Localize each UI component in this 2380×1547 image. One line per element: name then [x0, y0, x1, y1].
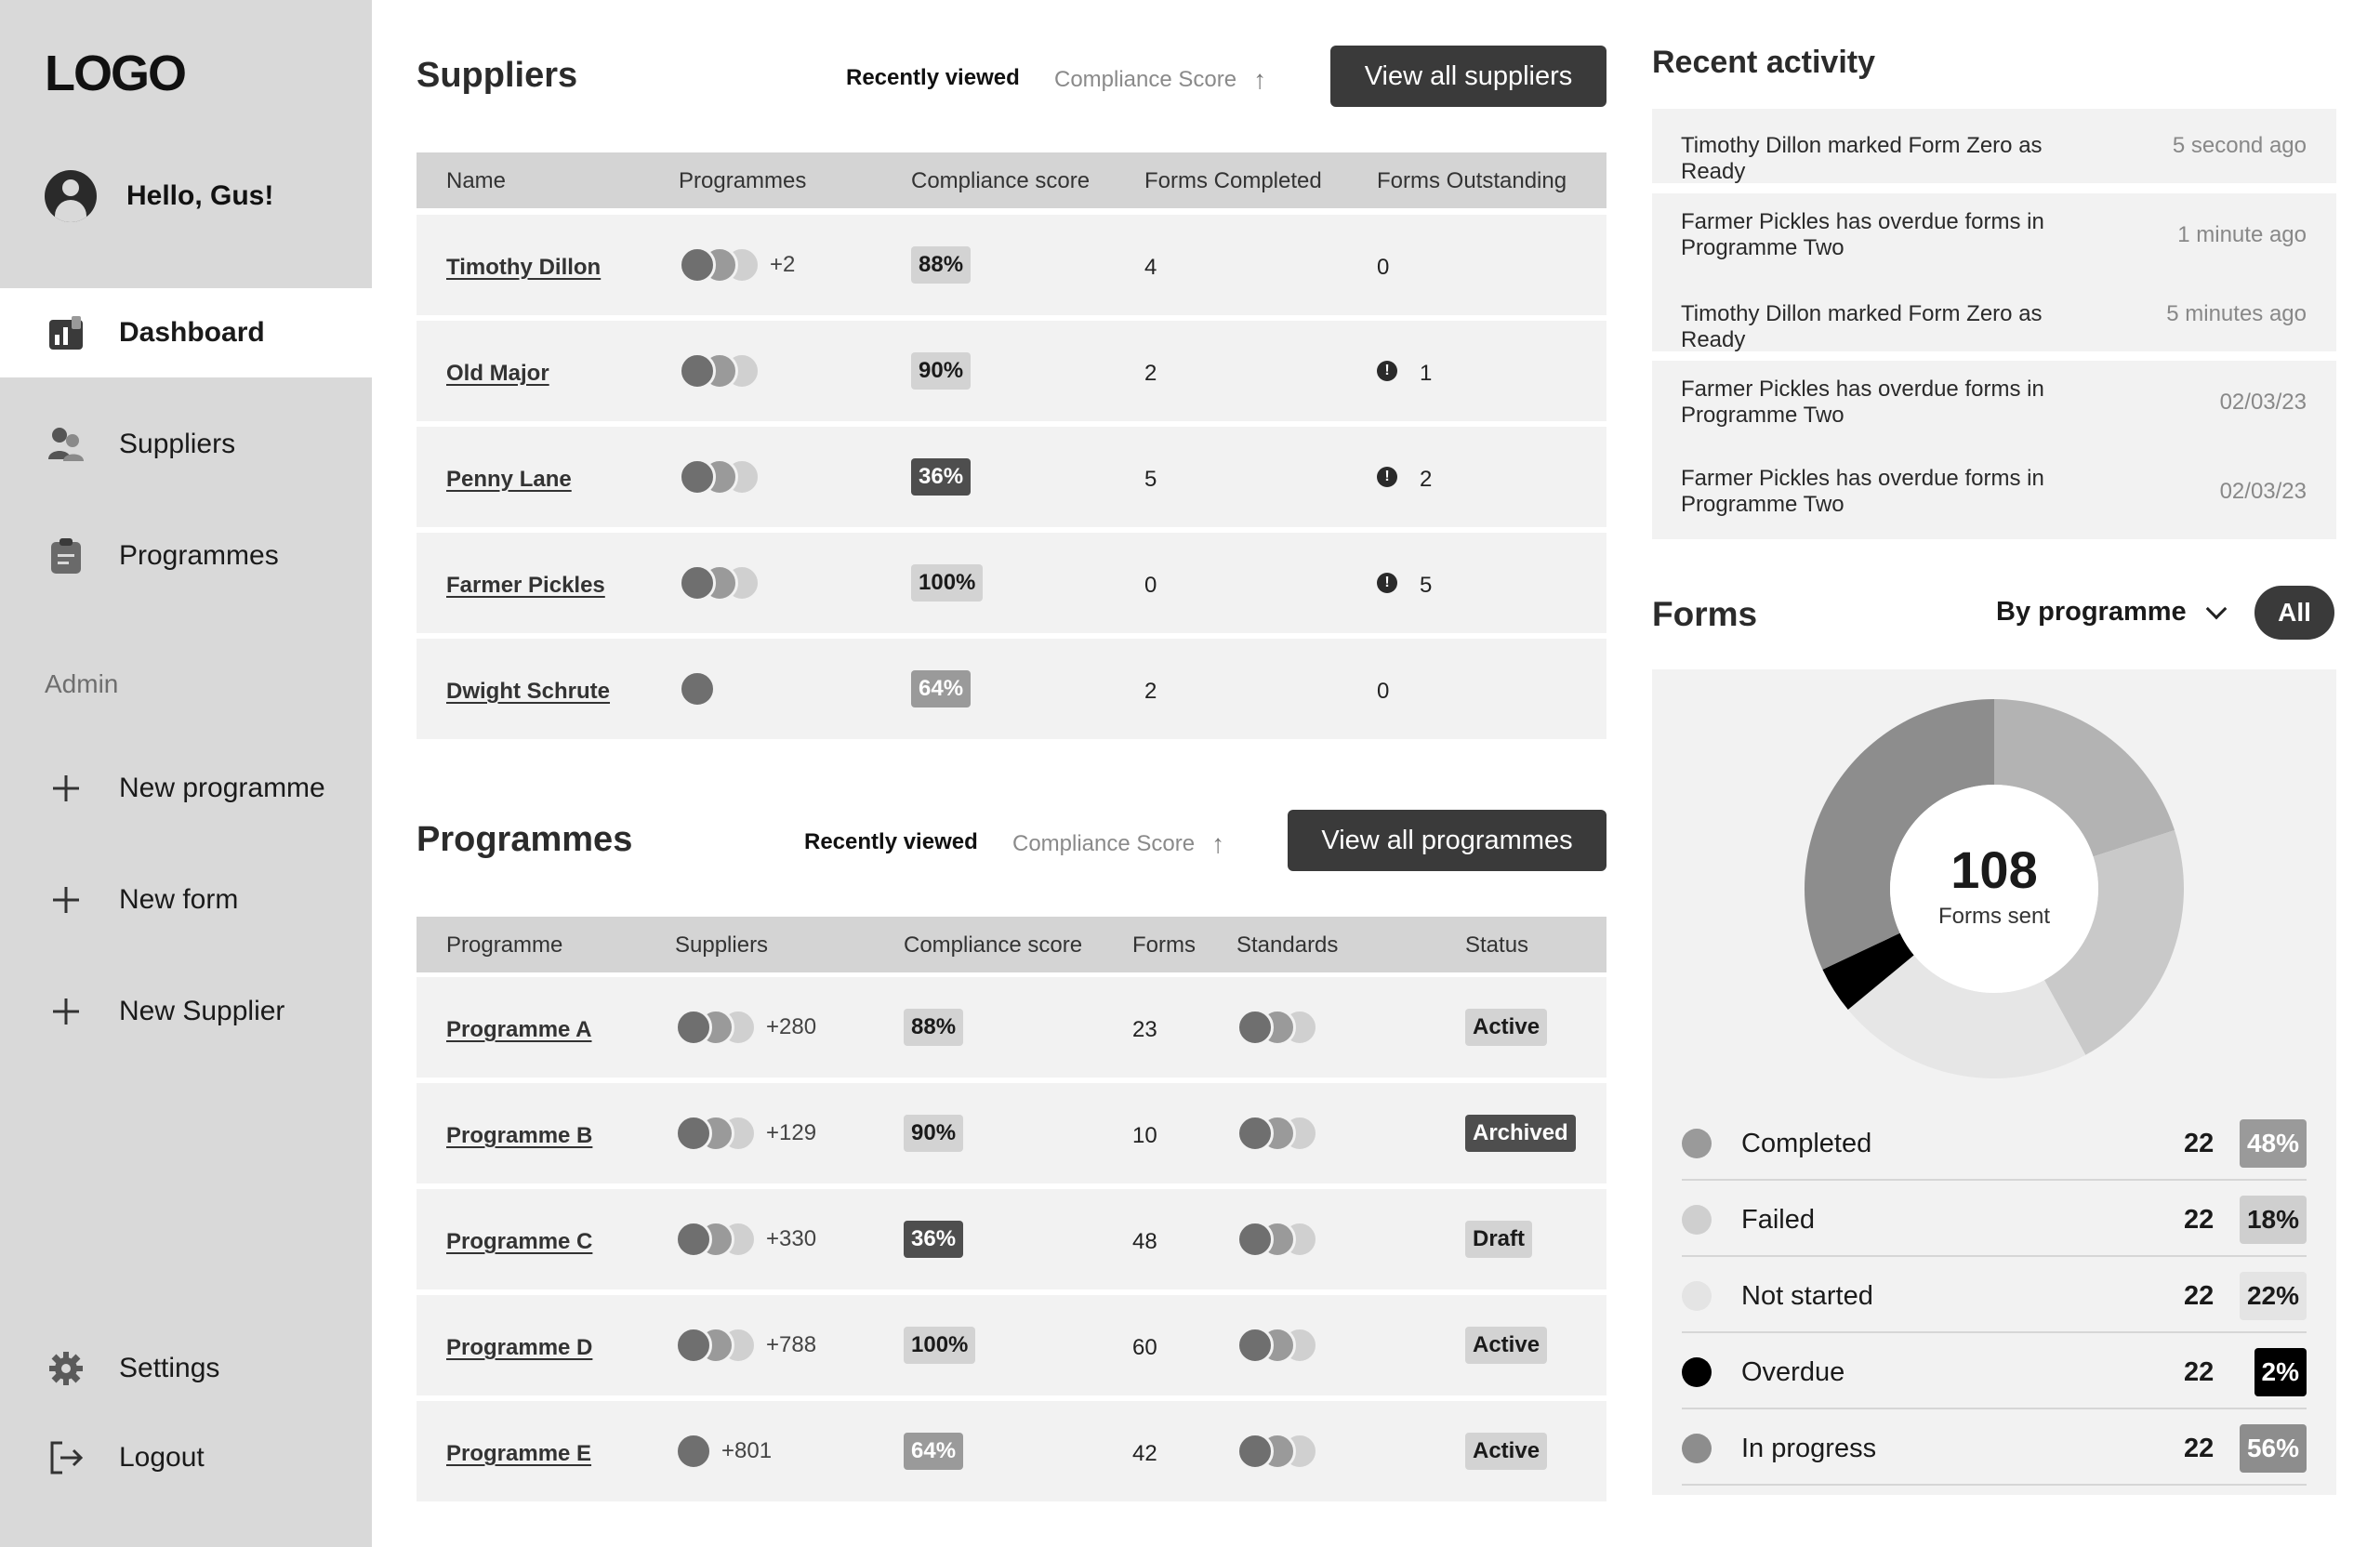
legend-swatch: [1682, 1281, 1712, 1311]
nav-settings[interactable]: [0, 1324, 372, 1413]
avatar-stack[interactable]: [679, 670, 701, 707]
col-header[interactable]: Forms Outstanding: [1377, 168, 1567, 193]
avatar: [1236, 1009, 1274, 1046]
compliance-score-badge: 90%: [911, 352, 971, 390]
legend-label: Not started: [1741, 1281, 1873, 1311]
legend-count: 22: [2184, 1129, 2215, 1158]
legend-count: 22: [2184, 1205, 2215, 1235]
nav-new-form[interactable]: [0, 855, 372, 945]
recent-activity-title: Recent activity: [1652, 45, 1875, 80]
arrow-up-icon: ↑: [1253, 65, 1267, 94]
avatar-stack[interactable]: [1236, 1327, 1303, 1364]
group-by-dropdown[interactable]: [1996, 597, 2224, 628]
compliance-score-badge: 90%: [904, 1115, 963, 1152]
table-row[interactable]: [416, 639, 1606, 739]
sort-compliance-score[interactable]: [1054, 65, 1266, 95]
col-header[interactable]: Compliance score: [904, 932, 1083, 958]
forms-count: 23: [1132, 1017, 1157, 1042]
forms-outstanding: 0: [1377, 679, 1390, 704]
table-row[interactable]: [416, 1295, 1606, 1395]
table-row[interactable]: [416, 321, 1606, 421]
gear-icon: [46, 1349, 86, 1388]
nav-label: Logout: [119, 1442, 205, 1473]
forms-title: Forms: [1652, 595, 1758, 633]
forms-outstanding: 2: [1420, 467, 1433, 492]
supplier-name-link[interactable]: Farmer Pickles: [446, 573, 605, 598]
legend-item[interactable]: [1682, 1333, 2307, 1409]
avatar-stack[interactable]: [675, 1221, 816, 1258]
compliance-score-badge: 88%: [904, 1009, 963, 1046]
nav-suppliers[interactable]: [0, 400, 372, 489]
avatar: [679, 564, 716, 602]
forms-completed: 2: [1144, 679, 1157, 704]
status-badge: Active: [1465, 1433, 1547, 1470]
avatar: [1236, 1327, 1274, 1364]
clipboard-icon: [46, 536, 86, 575]
alert-icon: !: [1377, 573, 1397, 593]
avatar: [675, 1221, 712, 1258]
programme-name-link[interactable]: Programme A: [446, 1017, 592, 1042]
logo[interactable]: LOGO: [45, 46, 185, 101]
activity-message: Farmer Pickles has overdue forms in Programme Two: [1681, 377, 2044, 428]
col-header[interactable]: Programme: [446, 932, 563, 958]
nav-new-supplier[interactable]: [0, 967, 372, 1056]
avatar-more-count: +801: [721, 1438, 773, 1463]
compliance-score-badge: 100%: [911, 564, 983, 602]
legend-swatch: [1682, 1357, 1712, 1387]
avatar-stack[interactable]: [675, 1115, 816, 1152]
activity-message: Farmer Pickles has overdue forms in Programme Two: [1681, 209, 2044, 260]
nav-label: Dashboard: [119, 317, 265, 348]
supplier-name-link[interactable]: Timothy Dillon: [446, 255, 602, 280]
avatar-stack[interactable]: [679, 564, 746, 602]
legend-percent-badge: 2%: [2254, 1348, 2307, 1396]
avatar: [1236, 1221, 1274, 1258]
view-all-programmes-button[interactable]: View all programmes: [1288, 810, 1606, 871]
programmes-title: Programmes: [416, 820, 633, 859]
avatar[interactable]: [45, 170, 97, 222]
legend-label: Overdue: [1741, 1357, 1845, 1387]
activity-message: Farmer Pickles has overdue forms in Programme Two: [1681, 466, 2044, 517]
col-header[interactable]: Status: [1465, 932, 1529, 958]
legend-item[interactable]: [1682, 1181, 2307, 1257]
nav-label: New programme: [119, 773, 325, 803]
admin-section-label: Admin: [45, 669, 119, 698]
avatar-stack[interactable]: [675, 1009, 816, 1046]
plus-icon: [46, 992, 86, 1031]
forms-outstanding: 0: [1377, 255, 1390, 280]
activity-item[interactable]: [1652, 277, 2336, 351]
forms-completed: 4: [1144, 255, 1157, 280]
legend-item[interactable]: [1682, 1409, 2307, 1486]
avatar: [675, 1009, 712, 1046]
col-header[interactable]: Forms: [1132, 932, 1196, 958]
avatar-stack[interactable]: [1236, 1433, 1303, 1470]
legend-percent-badge: 18%: [2240, 1196, 2307, 1244]
avatar-stack[interactable]: [679, 352, 746, 390]
forms-outstanding: 5: [1420, 573, 1433, 598]
status-badge: Active: [1465, 1327, 1547, 1364]
avatar: [679, 458, 716, 496]
legend-percent-badge: 56%: [2240, 1424, 2307, 1473]
suppliers-title: Suppliers: [416, 56, 578, 95]
legend-percent-badge: 22%: [2240, 1272, 2307, 1320]
activity-timestamp: 02/03/23: [2219, 390, 2307, 415]
nav-label: Suppliers: [119, 429, 236, 459]
legend-label: Failed: [1741, 1205, 1815, 1235]
activity-message: Timothy Dillon marked Form Zero as Ready: [1681, 301, 2043, 352]
alert-icon: !: [1377, 361, 1397, 381]
legend-percent-badge: 48%: [2240, 1119, 2307, 1168]
all-filter-button[interactable]: All: [2254, 586, 2334, 640]
avatar-stack[interactable]: [679, 246, 795, 284]
legend-swatch: [1682, 1205, 1712, 1235]
col-header[interactable]: Suppliers: [675, 932, 769, 958]
activity-timestamp: 1 minute ago: [2177, 222, 2307, 247]
sort-label: Compliance Score: [1012, 831, 1196, 856]
avatar-stack[interactable]: [1236, 1221, 1303, 1258]
suppliers-table-header: [416, 152, 1606, 208]
table-row[interactable]: [416, 215, 1606, 315]
supplier-name-link[interactable]: Penny Lane: [446, 467, 572, 492]
compliance-score-badge: 36%: [904, 1221, 963, 1258]
programme-name-link[interactable]: Programme B: [446, 1123, 593, 1148]
avatar: [679, 670, 716, 707]
compliance-score-badge: 64%: [911, 670, 971, 707]
plus-icon: [46, 769, 86, 808]
nav-logout[interactable]: [0, 1413, 372, 1502]
col-header[interactable]: Programmes: [679, 168, 807, 193]
table-row[interactable]: [416, 977, 1606, 1078]
table-row[interactable]: [416, 533, 1606, 633]
forms-completed: 2: [1144, 361, 1157, 386]
activity-timestamp: 02/03/23: [2219, 479, 2307, 504]
status-badge: Active: [1465, 1009, 1547, 1046]
view-all-suppliers-button[interactable]: View all suppliers: [1330, 46, 1606, 107]
nav-new-programme[interactable]: [0, 744, 372, 833]
col-header[interactable]: Forms Completed: [1144, 168, 1322, 193]
sort-label: Compliance Score: [1054, 67, 1237, 92]
dropdown-value: By programme: [1996, 597, 2187, 627]
avatar: [675, 1433, 712, 1470]
users-icon: [46, 425, 86, 464]
avatar: [679, 352, 716, 390]
table-row[interactable]: [416, 1189, 1606, 1289]
compliance-score-badge: 100%: [904, 1327, 975, 1364]
avatar-stack[interactable]: [679, 458, 746, 496]
legend-swatch: [1682, 1434, 1712, 1463]
avatar-stack[interactable]: [675, 1327, 816, 1364]
col-header[interactable]: Name: [446, 168, 507, 193]
legend-label: In progress: [1741, 1434, 1877, 1463]
avatar-more-count: +788: [766, 1332, 817, 1357]
forms-count: 48: [1132, 1229, 1157, 1254]
forms-count: 10: [1132, 1123, 1157, 1148]
legend-swatch: [1682, 1129, 1712, 1158]
logout-icon: [46, 1438, 86, 1477]
avatar-more-count: +129: [766, 1120, 817, 1145]
activity-item[interactable]: [1652, 193, 2336, 277]
legend-count: 22: [2184, 1281, 2215, 1311]
sort-recently-viewed[interactable]: Recently viewed: [804, 829, 978, 854]
avatar-more-count: +330: [766, 1226, 817, 1251]
forms-count: 42: [1132, 1441, 1157, 1466]
compliance-score-badge: 36%: [911, 458, 971, 496]
supplier-name-link[interactable]: Dwight Schrute: [446, 679, 611, 704]
nav-label: Settings: [119, 1353, 220, 1383]
avatar-stack[interactable]: [675, 1433, 772, 1470]
col-header[interactable]: Standards: [1236, 932, 1339, 958]
sort-recently-viewed[interactable]: Recently viewed: [846, 65, 1020, 90]
programme-name-link[interactable]: Programme E: [446, 1441, 592, 1466]
alert-icon: !: [1377, 467, 1397, 487]
activity-message: Timothy Dillon marked Form Zero as Ready: [1681, 133, 2043, 184]
sidebar: [0, 0, 372, 1547]
nav-label: New Supplier: [119, 996, 285, 1026]
sort-compliance-score[interactable]: [1012, 829, 1224, 859]
status-badge: Archived: [1465, 1115, 1576, 1152]
table-row[interactable]: [416, 1083, 1606, 1183]
forms-count: 60: [1132, 1335, 1157, 1360]
legend-item[interactable]: [1682, 1257, 2307, 1333]
activity-item[interactable]: [1652, 444, 2336, 539]
user-greeting[interactable]: [45, 170, 273, 222]
plus-icon: [46, 880, 86, 919]
table-row[interactable]: [416, 1401, 1606, 1501]
compliance-score-badge: 88%: [911, 246, 971, 284]
avatar-stack[interactable]: [1236, 1115, 1303, 1152]
avatar: [679, 246, 716, 284]
nav-label: New form: [119, 884, 239, 915]
donut-total-label: Forms sent: [1937, 904, 2051, 929]
legend-count: 22: [2184, 1357, 2215, 1387]
col-header[interactable]: Compliance score: [911, 168, 1091, 193]
status-badge: Draft: [1465, 1221, 1532, 1258]
legend-count: 22: [2184, 1434, 2215, 1463]
compliance-score-badge: 64%: [904, 1433, 963, 1470]
activity-timestamp: 5 minutes ago: [2166, 301, 2307, 326]
legend-label: Completed: [1741, 1129, 1872, 1158]
avatar-more-count: +2: [770, 252, 796, 277]
avatar: [675, 1327, 712, 1364]
forms-outstanding: 1: [1420, 361, 1433, 386]
supplier-name-link[interactable]: Old Major: [446, 361, 549, 386]
table-row[interactable]: [416, 427, 1606, 527]
greeting-text: Hello, Gus!: [126, 180, 274, 211]
forms-completed: 5: [1144, 467, 1157, 492]
chevron-down-icon: [2205, 598, 2227, 619]
avatar: [1236, 1115, 1274, 1152]
programme-name-link[interactable]: Programme C: [446, 1229, 593, 1254]
programme-name-link[interactable]: Programme D: [446, 1335, 593, 1360]
legend-item[interactable]: [1682, 1104, 2307, 1181]
arrow-up-icon: ↑: [1211, 829, 1225, 858]
programmes-table-header: [416, 917, 1606, 972]
avatar: [1236, 1433, 1274, 1470]
avatar: [675, 1115, 712, 1152]
nav-label: Programmes: [119, 540, 279, 571]
avatar-more-count: +280: [766, 1014, 817, 1039]
forms-completed: 0: [1144, 573, 1157, 598]
activity-item[interactable]: [1652, 361, 2336, 444]
nav-dashboard[interactable]: [0, 288, 372, 377]
activity-timestamp: 5 second ago: [2172, 133, 2307, 158]
avatar-stack[interactable]: [1236, 1009, 1303, 1046]
nav-programmes[interactable]: [0, 511, 372, 601]
dashboard-icon: [46, 313, 86, 352]
donut-total: 108: [1950, 840, 2038, 899]
activity-item[interactable]: [1652, 109, 2336, 183]
forms-card: [1652, 669, 2336, 1495]
